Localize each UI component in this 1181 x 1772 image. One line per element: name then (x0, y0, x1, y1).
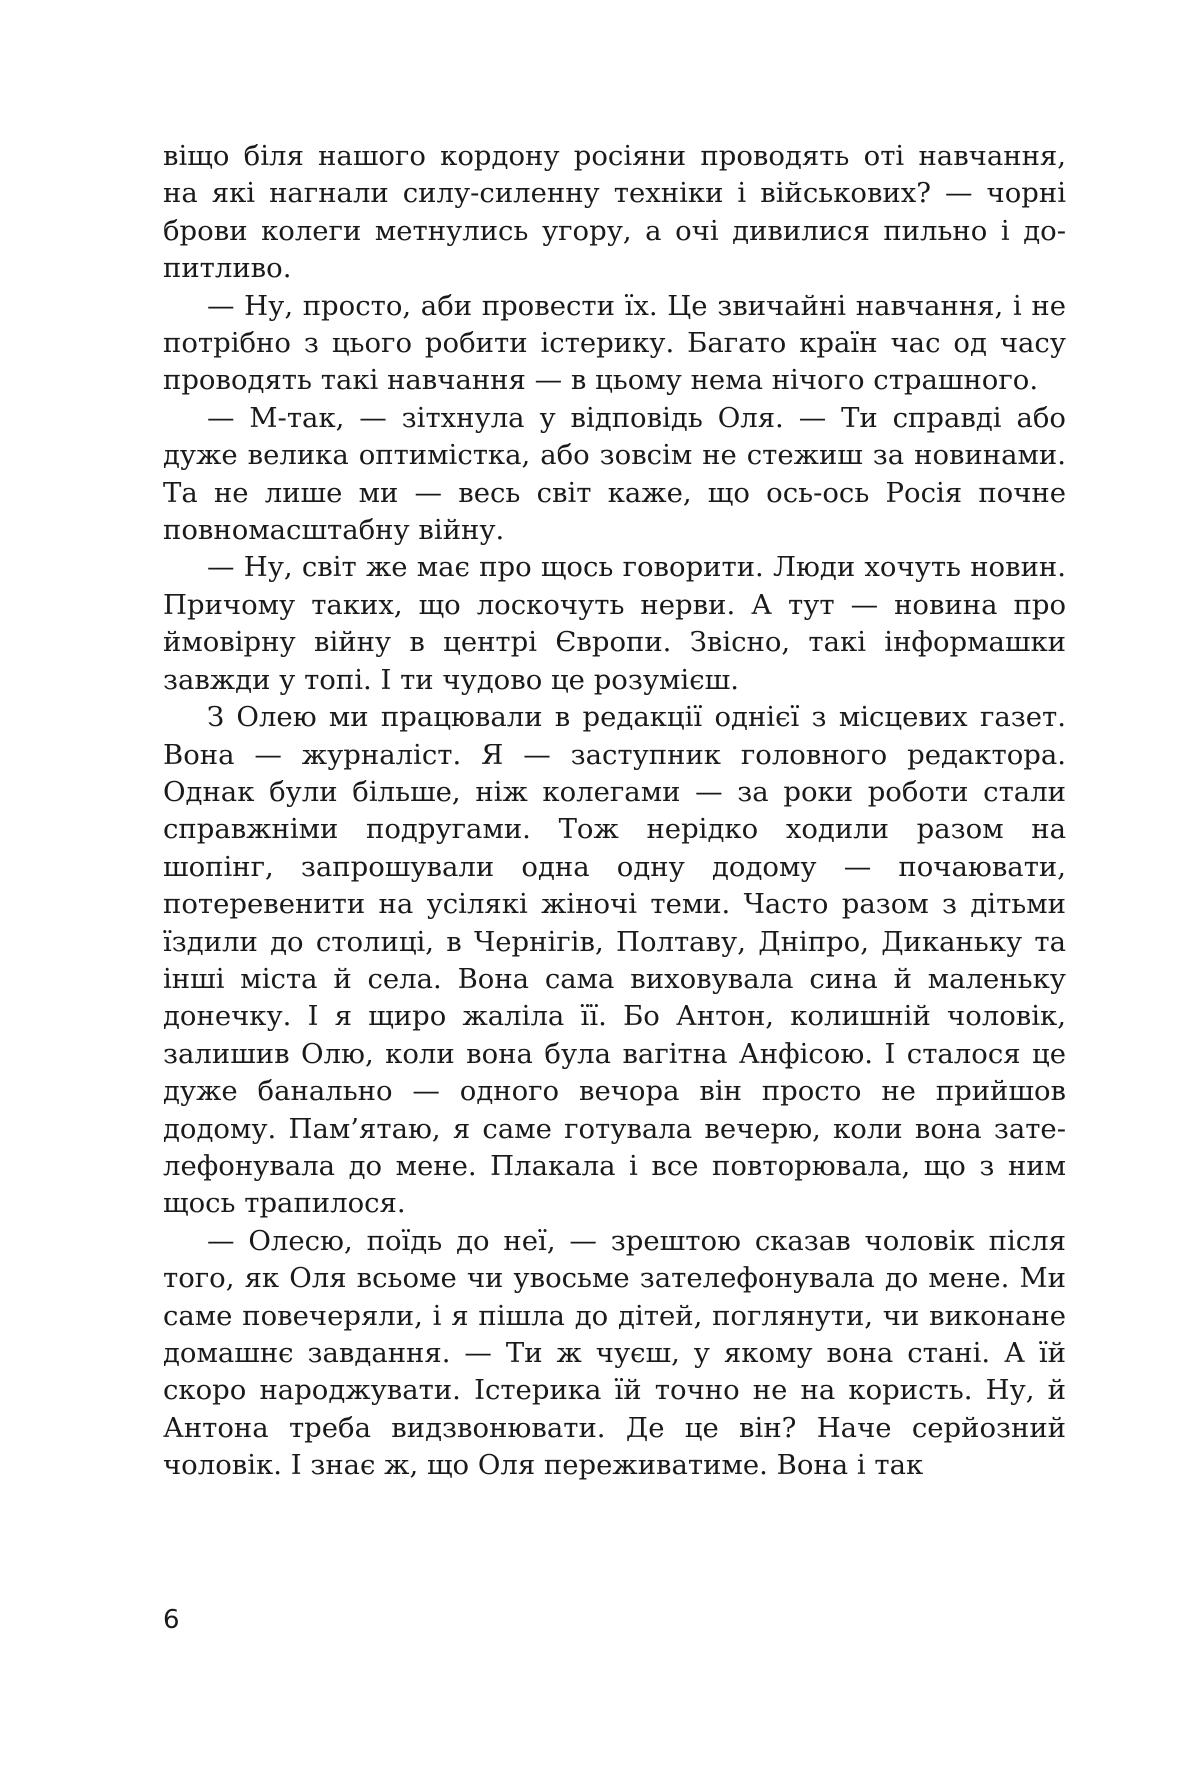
page-number: 6 (163, 1605, 180, 1635)
page-body (163, 138, 1066, 1485)
paragraph-dialogue-3: — Ну, світ же має про щось говорити. Люди хочуть новин. Причому таких, що лоскочуть нерви. А тут — новина про ймовірну війну в центрі Європи. Звісно, такі інформашки завжди у топі. І ти чудово це розумієш. (163, 551, 1066, 696)
paragraph-continuation: віщо біля нашого кордону росіяни проводять оті навчання, на які нагнали силу-силенну техніки і військових? — чорні брови колеги метнулись угору, а очі дивилися пильно і допитливо. (163, 140, 1066, 285)
paragraph-narrative: З Олею ми працювали в редакції однієї з місцевих газет. Вона — журналіст. Я — заступник головного редактора. Однак були більше, ніж колегами — за роки роботи стали справжніми подругами. Тож нерідко ходили разом на шопінг, запрошували одна одну додому — почаювати, потеревенити на усілякі жіночі теми. Часто разом з дітьми їздили до столиці, в Чернігів, Полтаву, Дніпро, Диканьку та інші міста й села. Вона сама виховувала сина й маленьку донечку. І я щиро жаліла її. Бо Антон, колишній чоловік, залишив Олю, коли вона була вагітна Анфісою. І сталося це дуже банально — одного вечора він просто не прийшов додому. Пам’ятаю, я саме готувала вечерю, коли вона зателефонувала до мене. Плакала і все повторювала, що з ним щось трапилося. (163, 701, 1066, 1220)
paragraph-dialogue-4: — Олесю, поїдь до неї, — зрештою сказав чоловік після того, як Оля всьоме чи увосьме зателефонувала до мене. Ми саме повечеряли, і я пішла до дітей, поглянути, чи виконане домашнє завдання. — Ти ж чуєш, у якому вона стані. А їй скоро народжувати. Істерика їй точно не на користь. Ну, й Антона треба видзвонювати. Де це він? Наче серйозний чоловік. І знає ж, що Оля переживатиме. Вона і так (163, 1224, 1066, 1482)
paragraph-dialogue-2: — М-так, — зітхнула у відповідь Оля. — Ти справді або дуже велика оптимістка, або зовсім не стежиш за новинами. Та не лише ми — весь світ каже, що ось-ось Росія почне повномасштабну війну. (163, 401, 1066, 547)
paragraph-dialogue-1: — Ну, просто, аби провести їх. Це звичайні навчання, і не потрібно з цього робити істерику. Багато країн час од часу проводять такі навчання — в цьому нема нічого страшного. (163, 289, 1066, 397)
